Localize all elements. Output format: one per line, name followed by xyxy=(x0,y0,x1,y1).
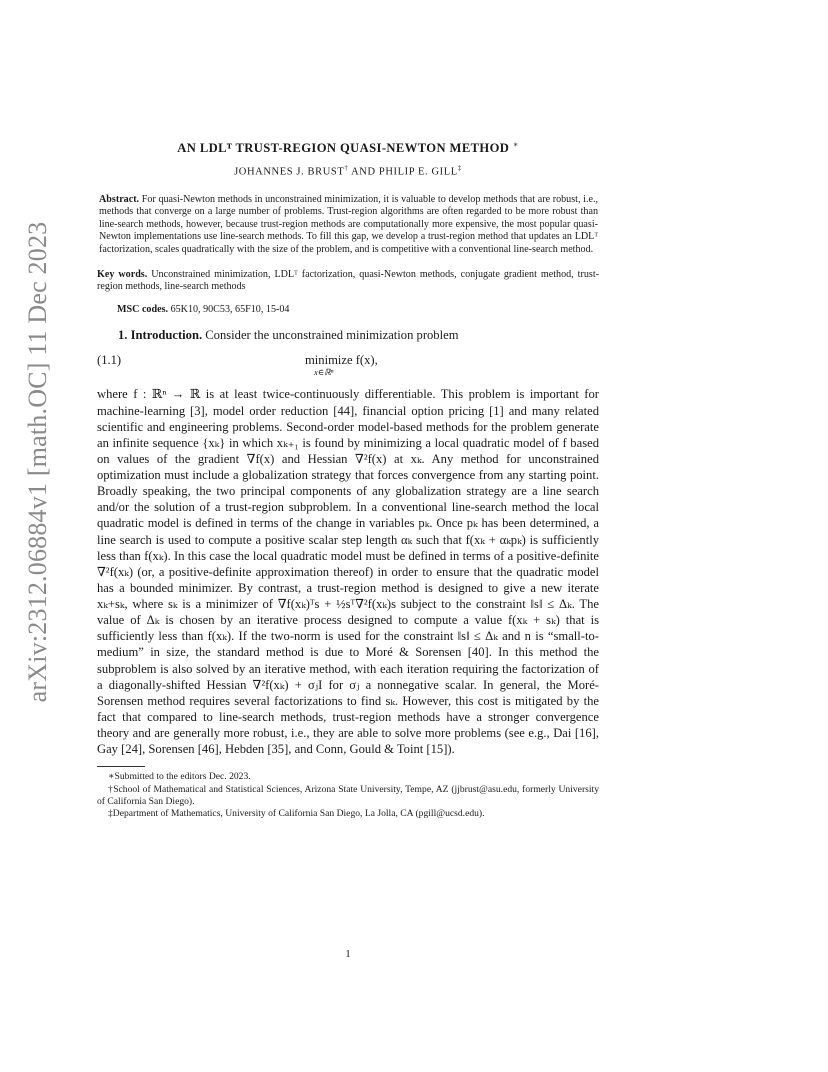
msc-codes xyxy=(117,304,599,317)
footnote-submitted: ∗Submitted to the editors Dec. 2023. xyxy=(108,771,251,783)
keywords xyxy=(97,269,599,294)
footnote-author-2: ‡Department of Mathematics, University of California San Diego, La Jolla, CA (pgill@ucsd.edu). xyxy=(108,807,485,819)
arxiv-sidebar-stamp xyxy=(18,221,58,703)
abstract xyxy=(97,194,599,257)
author-1-mark: † xyxy=(344,164,349,173)
title-footnote-mark: ∗ xyxy=(512,140,519,149)
author-2: PHILIP E. GILL xyxy=(378,166,458,178)
equation-subscript: x∈ℝⁿ xyxy=(314,367,334,378)
paper-title xyxy=(97,140,599,156)
footnote-author-1: †School of Mathematical and Statistical Sciences, Arizona State University, Tempe, AZ (jjbrust@asu.edu, formerly University of California San Diego). xyxy=(97,783,599,807)
author-line xyxy=(97,164,599,178)
keywords-text: Unconstrained minimization, LDLᵀ factorization, quasi-Newton methods, conjugate gradient method, trust-region methods, line-search methods xyxy=(97,268,599,293)
section-lead: Consider the unconstrained minimization problem xyxy=(205,328,459,343)
page-number: 1 xyxy=(345,948,351,960)
footnote-rule xyxy=(97,766,145,767)
abstract-label: Abstract. xyxy=(99,193,140,205)
author-2-mark: ‡ xyxy=(457,164,462,173)
msc-label: MSC codes. xyxy=(117,303,169,315)
abstract-text: For quasi-Newton methods in unconstrained minimization, it is valuable to develop methods that are robust, i.e., methods that converge on a large number of problems. Trust-region algorithms are often regarded to be more robust than line-search methods, however, because trust-region methods are computationally more expensive, the most popular quasi-Newton implementations use line-search methods. To fill this gap, we develop a trust-region method that updates an LDLᵀ factorization, scales quadratically with the size of the problem, and is competitive with a conventional line-search method. xyxy=(99,193,598,256)
keywords-label: Key words. xyxy=(97,268,148,280)
section-title: Introduction. xyxy=(130,328,203,343)
section-heading xyxy=(118,328,599,343)
title-text: AN LDLᵀ TRUST-REGION QUASI-NEWTON METHOD xyxy=(177,141,510,156)
equation-number: (1.1) xyxy=(97,353,122,368)
body-paragraph: where f : ℝⁿ → ℝ is at least twice-continuously differentiable. This problem is important for machine-learning [3], model order reduction [44], financial option pricing [1] and many related scientific and engineering problems. Second-order model-based methods for the problem generate an infinite sequence {xₖ} in which xₖ₊₁ is found by minimizing a local quadratic model of f based on values of the gradient ∇f(x) and Hessian ∇²f(x) at xₖ. Any method for unconstrained optimization must include a globalization strategy that forces convergence from any starting point. Broadly speaking, the two principal components of any globalization strategy are a line search and/or the solution of a trust-region subproblem. In a conventional line-search method the local quadratic model is defined in terms of the change in variables pₖ. Once pₖ has been determined, a line search is used to compute a positive scalar step length αₖ such that f(xₖ + αₖpₖ) is sufficiently less than f(xₖ). In this case the local quadratic model must be defined in terms of a positive-definite ∇²f(xₖ) (or, a positive-definite approximation thereof) in order to ensure that the quadratic model has a bounded minimizer. By contrast, a trust-region method is designed to give a new iterate xₖ+sₖ, where sₖ is a minimizer of ∇f(xₖ)ᵀs + ½sᵀ∇²f(xₖ)s subject to the constraint ‖s‖ ≤ Δₖ. The value of Δₖ is chosen by an iterative process designed to compute a value f(xₖ + sₖ) that is sufficiently less than f(xₖ). If the two-norm is used for the constraint ‖s‖ ≤ Δₖ and n is “small-to-medium” in size, the standard method is due to Moré & Sorensen [40]. In this method the subproblem is also solved by an iterative method, with each iteration requiring the factorization of a diagonally-shifted Hessian ∇²f(xₖ) + σⱼI for σⱼ a nonnegative scalar. In general, the Moré-Sorensen method requires several factorizations to find sₖ. However, this cost is mitigated by the fact that compared to line-search methods, trust-region methods have a stronger convergence theory and are generally more robust, i.e., they are able to solve more problems (see e.g., Dai [16], Gay [24], Sorensen [46], Hebden [35], and Conn, Gould & Toint [15]). xyxy=(97,387,599,757)
author-conjunction: AND xyxy=(351,166,376,178)
equation-body: minimize f(x), xyxy=(305,353,378,368)
equation-1-1 xyxy=(97,351,599,383)
paper-page xyxy=(97,140,599,960)
author-1: JOHANNES J. BRUST xyxy=(234,166,345,178)
msc-text: 65K10, 90C53, 65F10, 15-04 xyxy=(170,303,290,315)
section-number: 1. xyxy=(118,328,128,343)
footnotes xyxy=(97,771,599,820)
arxiv-identifier: arXiv:2312.06884v1 [math.OC] 11 Dec 2023 xyxy=(23,221,52,703)
